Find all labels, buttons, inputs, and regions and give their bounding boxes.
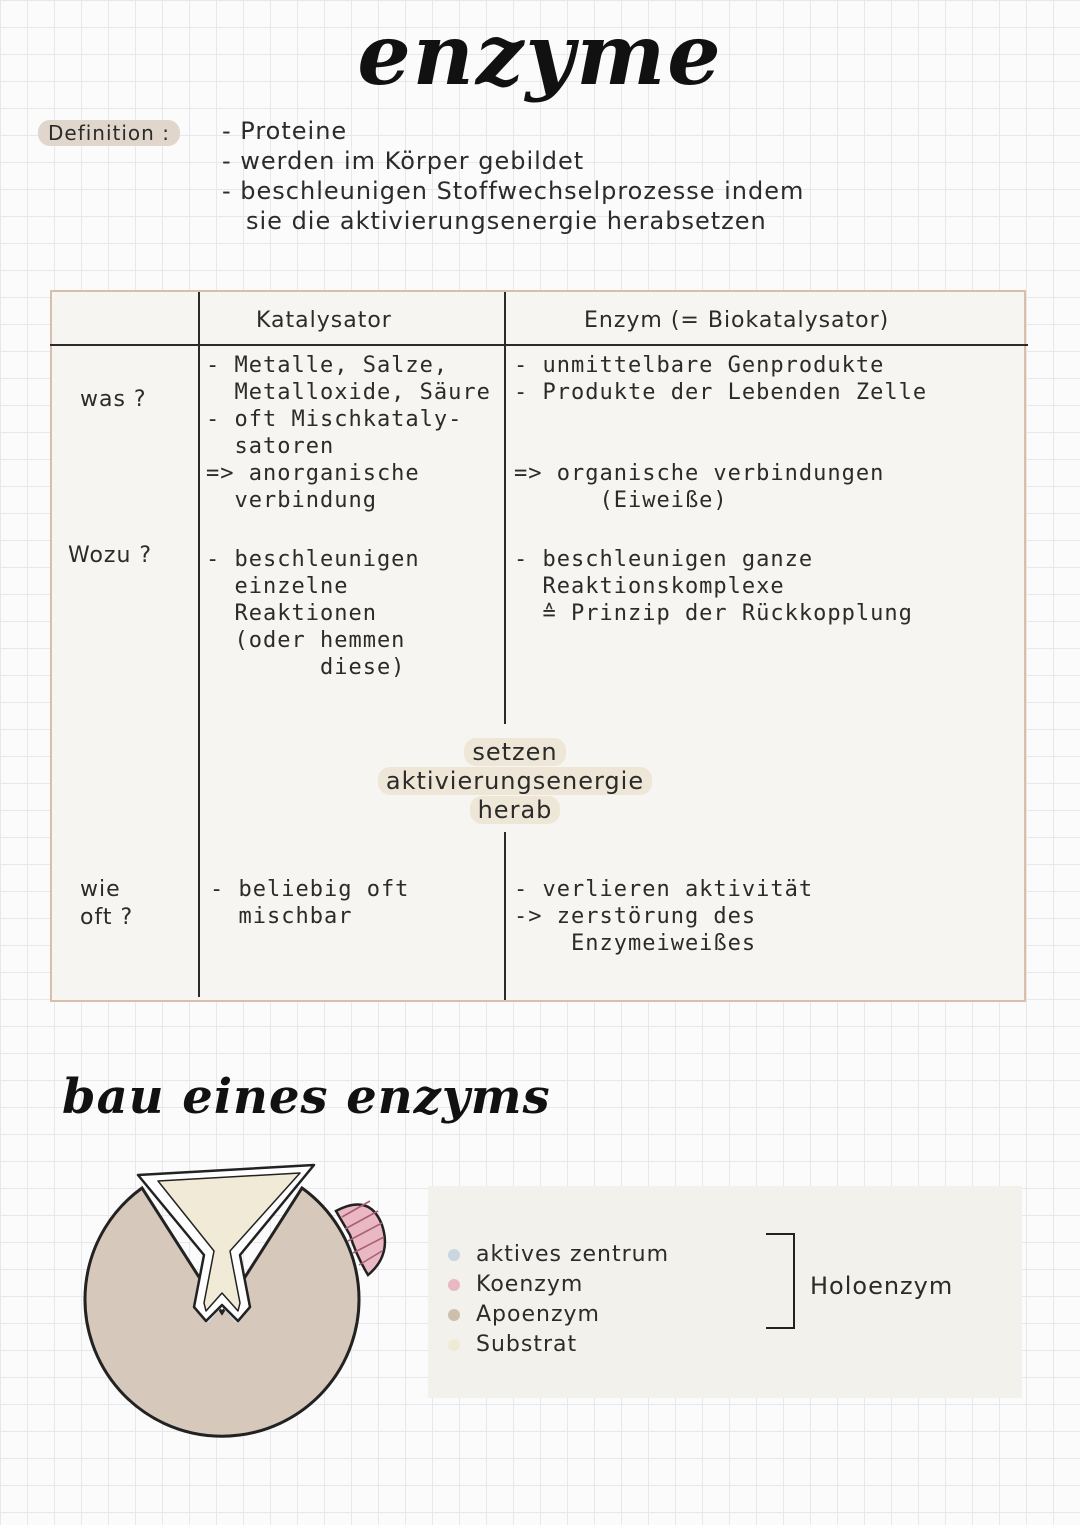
table-column-divider xyxy=(198,292,200,997)
legend-label: Apoenzym xyxy=(476,1302,600,1327)
legend-dot-icon xyxy=(448,1249,460,1261)
table-column-divider xyxy=(504,292,506,724)
cell-enzym-was: - unmittelbare Genprodukte - Produkte der Lebenden Zelle => organische verbindungen (Eiweiße) xyxy=(514,353,928,513)
page-title: enzyme xyxy=(357,5,723,104)
table-column-divider xyxy=(504,832,506,1000)
table-header-divider xyxy=(50,344,1028,346)
definition-item: - Proteine xyxy=(222,117,348,145)
legend-dot-icon xyxy=(448,1339,460,1351)
cell-katalysator-wozu: - beschleunigen einzelne Reaktionen (oder hemmen diese) xyxy=(206,547,420,680)
common-note-line: herab xyxy=(470,796,561,824)
legend-item xyxy=(448,1300,669,1330)
legend-bracket xyxy=(762,1230,802,1332)
legend-label: aktives zentrum xyxy=(476,1242,670,1267)
legend-dot-icon xyxy=(448,1309,460,1321)
legend-item xyxy=(448,1240,669,1270)
cell-katalysator-wie-oft: - beliebig oft mischbar xyxy=(210,877,410,929)
legend-list xyxy=(448,1240,669,1360)
column-header-enzym: Enzym (= Biokatalysator) xyxy=(584,308,890,333)
common-note-line: aktivierungsenergie xyxy=(378,767,652,795)
row-label-wie-oft: wie oft ? xyxy=(80,877,134,930)
definition-list xyxy=(222,116,804,236)
row-label-wozu: Wozu ? xyxy=(68,543,153,568)
common-note-line: setzen xyxy=(464,738,565,766)
holoenzym-label: Holoenzym xyxy=(810,1272,954,1300)
cell-enzym-wozu: - beschleunigen ganze Reaktionskomplexe ≙ Prinzip der Rückkopplung xyxy=(514,547,913,626)
definition-item: - werden im Körper gebildet xyxy=(222,147,585,175)
legend-label: Substrat xyxy=(476,1332,578,1357)
legend-item xyxy=(448,1270,669,1300)
common-note xyxy=(330,738,700,825)
column-header-katalysator: Katalysator xyxy=(256,308,392,333)
cell-katalysator-was: - Metalle, Salze, Metalloxide, Säure - oft Mischkataly- satoren => anorganische verbindung xyxy=(206,353,491,513)
definition-item: sie die aktivierungsenergie herabsetzen xyxy=(246,207,767,235)
definition-item: - beschleunigen Stoffwechselprozesse indem xyxy=(222,177,805,205)
legend-dot-icon xyxy=(448,1279,460,1291)
definition-label: Definition : xyxy=(38,120,180,146)
legend-item xyxy=(448,1330,669,1360)
legend-label: Koenzym xyxy=(476,1272,584,1297)
enzyme-diagram xyxy=(80,1155,400,1455)
row-label-was: was ? xyxy=(80,387,147,412)
cell-enzym-wie-oft: - verlieren aktivität -> zerstörung des Enzymeiweißes xyxy=(514,877,814,956)
section-title: bau eines enzyms xyxy=(62,1069,551,1125)
